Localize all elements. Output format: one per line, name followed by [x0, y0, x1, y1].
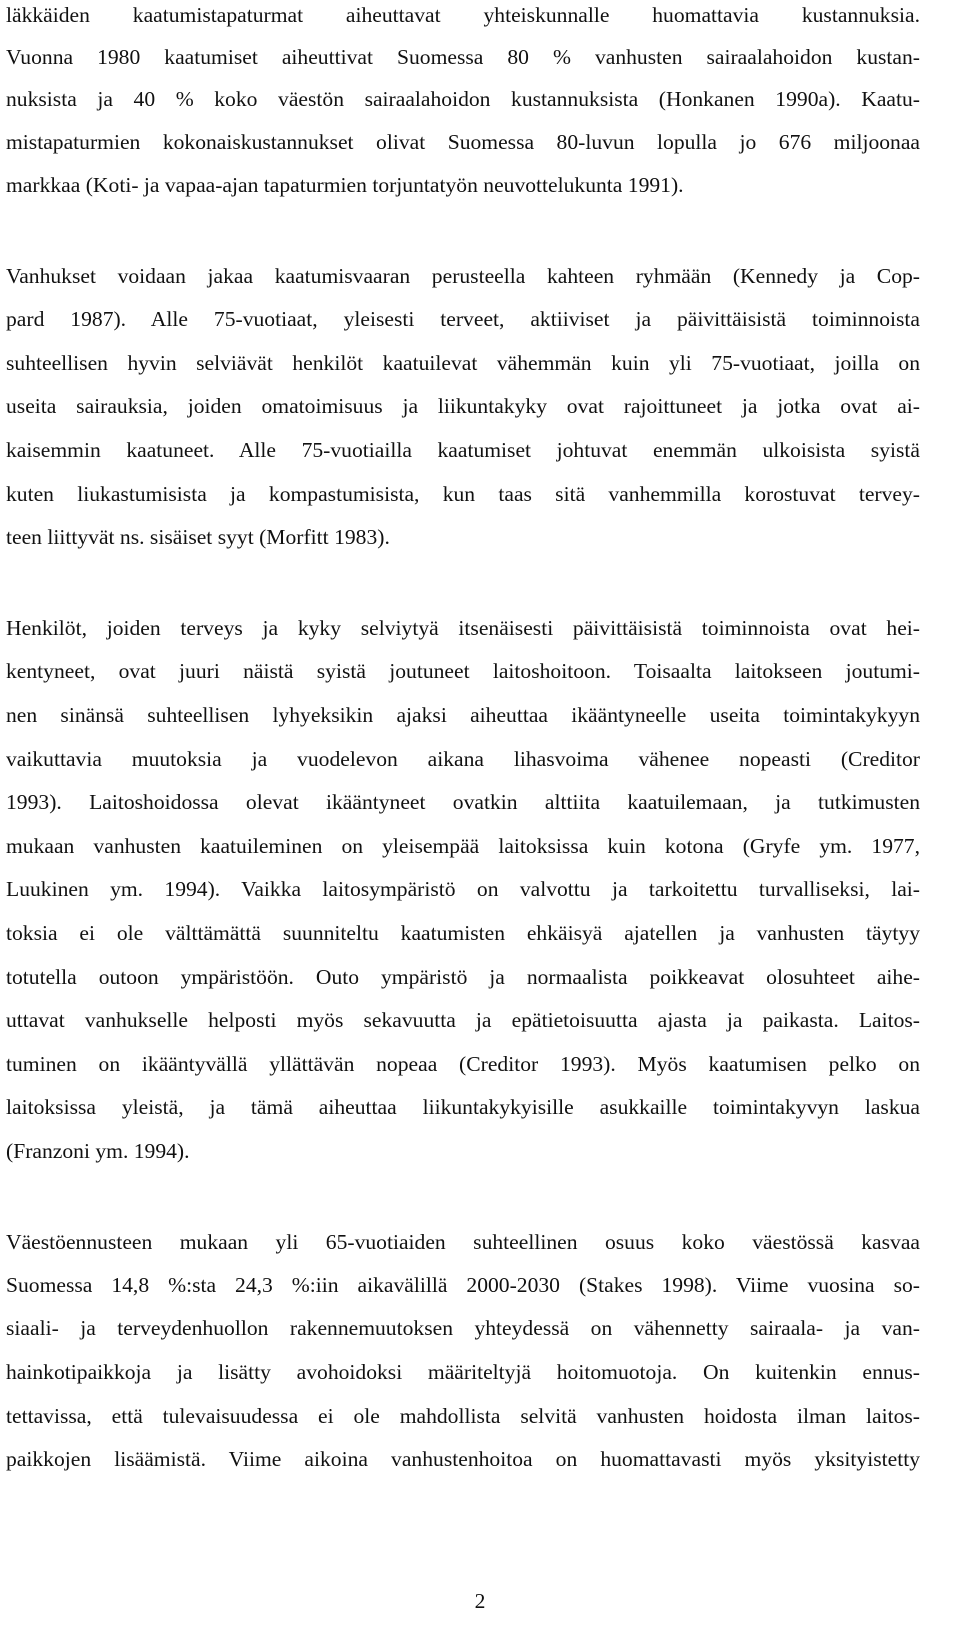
- paragraph-3-line-9: totutella outoon ympäristöön. Outo ympäristö ja normaalista poikkeavat olosuhteet aihe-: [6, 965, 920, 989]
- page-number: 2: [474, 1589, 486, 1613]
- paragraph-4-line-2: Suomessa 14,8 %:sta 24,3 %:iin aikavälillä 2000-2030 (Stakes 1998). Viime vuosina so-: [6, 1273, 920, 1297]
- paragraph-4-line-6: paikkojen lisäämistä. Viime aikoina vanhustenhoitoa on huomattavasti myös yksityistetty: [6, 1447, 920, 1471]
- paragraph-4-line-4: hainkotipaikkoja ja lisätty avohoidoksi määriteltyjä hoitomuotoja. On kuitenkin ennus-: [6, 1360, 920, 1384]
- paragraph-2-line-3: suhteellisen hyvin selviävät henkilöt kaatuilevat vähemmän kuin yli 75-vuotiaat, joilla on: [6, 351, 920, 375]
- paragraph-4-line-3: siaali- ja terveydenhuollon rakennemuutoksen yhteydessä on vähennetty sairaala- ja van-: [6, 1316, 920, 1340]
- paragraph-3-line-2: kentyneet, ovat juuri näistä syistä joutuneet laitoshoitoon. Toisaalta laitokseen joutumi-: [6, 659, 920, 683]
- paragraph-3-line-11: tuminen on ikääntyvällä yllättävän nopeaa (Creditor 1993). Myös kaatumisen pelko on: [6, 1052, 920, 1076]
- paragraph-3-line-3: nen sinänsä suhteellisen lyhyeksikin ajaksi aiheuttaa ikääntyneelle useita toimintakykyyn: [6, 703, 920, 727]
- paragraph-2-line-6: kuten liukastumisista ja kompastumisista, kun taas sitä vanhemmilla korostuvat tervey-: [6, 482, 920, 506]
- paragraph-1-line-3: nuksista ja 40 % koko väestön sairaalahoidon kustannuksista (Honkanen 1990a). Kaatu-: [6, 87, 920, 111]
- paragraph-1-line-2: Vuonna 1980 kaatumiset aiheuttivat Suomessa 80 % vanhusten sairaalahoidon kustan-: [6, 45, 920, 69]
- paragraph-3-line-12: laitoksissa yleistä, ja tämä aiheuttaa liikuntakykyisille asukkaille toimintakyvyn laskua: [6, 1095, 920, 1119]
- paragraph-3-line-1: Henkilöt, joiden terveys ja kyky selviytyä itsenäisesti päivittäisistä toiminnoista ovat hei-: [6, 616, 920, 640]
- paragraph-2-line-4: useita sairauksia, joiden omatoimisuus ja liikuntakyky ovat rajoittuneet ja jotka ovat ai-: [6, 394, 920, 418]
- paragraph-4-line-1: Väestöennusteen mukaan yli 65-vuotiaiden suhteellinen osuus koko väestössä kasvaa: [6, 1230, 920, 1254]
- paragraph-2-line-2: pard 1987). Alle 75-vuotiaat, yleisesti terveet, aktiiviset ja päivittäisistä toiminnoista: [6, 307, 920, 331]
- paragraph-3-line-7: Luukinen ym. 1994). Vaikka laitosympäristö on valvottu ja tarkoitettu turvalliseksi, lai-: [6, 877, 920, 901]
- paragraph-2-line-1: Vanhukset voidaan jakaa kaatumisvaaran perusteella kahteen ryhmään (Kennedy ja Cop-: [6, 264, 920, 288]
- paragraph-1-line-4: mistapaturmien kokonaiskustannukset olivat Suomessa 80-luvun lopulla jo 676 miljoonaa: [6, 130, 920, 154]
- paragraph-3-line-8: toksia ei ole välttämättä suunniteltu kaatumisten ehkäisyä ajatellen ja vanhusten täytyy: [6, 921, 920, 945]
- paragraph-3-line-10: uttavat vanhukselle helposti myös sekavuutta ja epätietoisuutta ajasta ja paikasta. Laitos-: [6, 1008, 920, 1032]
- paragraph-4-line-5: tettavissa, että tulevaisuudessa ei ole mahdollista selvitä vanhusten hoidosta ilman laitos-: [6, 1404, 920, 1428]
- paragraph-3-line-13: (Franzoni ym. 1994).: [6, 1139, 190, 1163]
- paragraph-2-line-7: teen liittyvät ns. sisäiset syyt (Morfitt 1983).: [6, 525, 390, 549]
- paragraph-1-line-5: markkaa (Koti- ja vapaa-ajan tapaturmien torjuntatyön neuvottelukunta 1991).: [6, 173, 684, 197]
- paragraph-1-line-1: läkkäiden kaatumistapaturmat aiheuttavat yhteiskunnalle huomattavia kustannuksia.: [6, 3, 920, 27]
- paragraph-2-line-5: kaisemmin kaatuneet. Alle 75-vuotiailla kaatumiset johtuvat enemmän ulkoisista syistä: [6, 438, 920, 462]
- paragraph-3-line-4: vaikuttavia muutoksia ja vuodelevon aikana lihasvoima vähenee nopeasti (Creditor: [6, 747, 920, 771]
- paragraph-3-line-6: mukaan vanhusten kaatuileminen on yleisempää laitoksissa kuin kotona (Gryfe ym. 1977,: [6, 834, 920, 858]
- paragraph-3-line-5: 1993). Laitoshoidossa olevat ikääntyneet ovatkin alttiita kaatuilemaan, ja tutkimusten: [6, 790, 920, 814]
